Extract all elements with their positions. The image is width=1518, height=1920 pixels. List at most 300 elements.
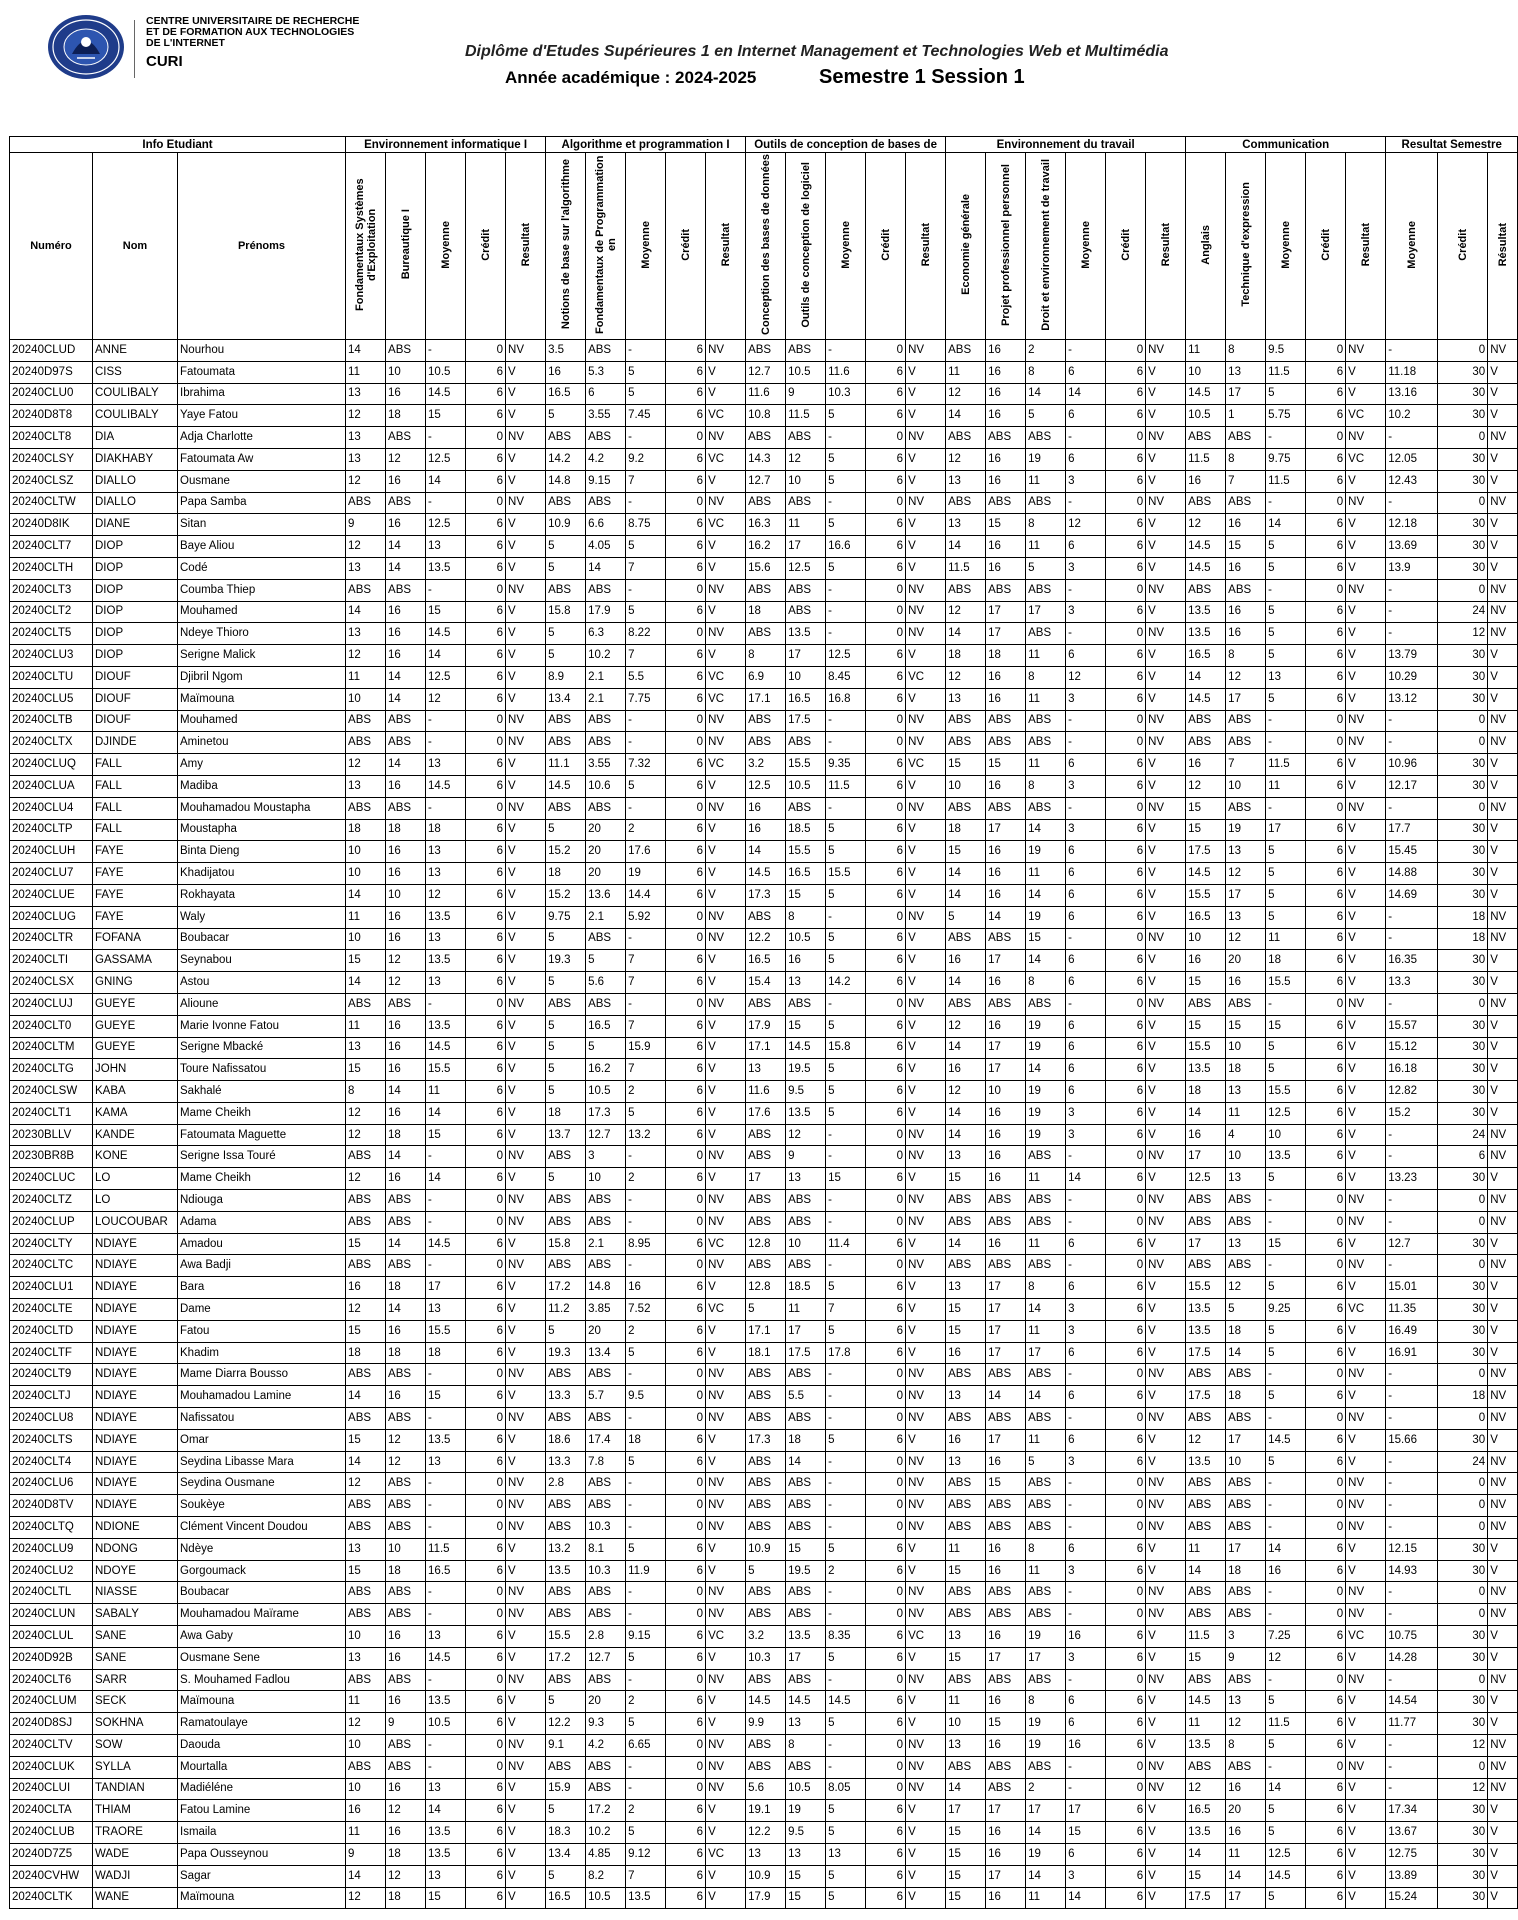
table-cell: FAYE xyxy=(93,906,178,928)
table-cell: 10 xyxy=(346,688,386,710)
table-cell: NV xyxy=(1146,1473,1186,1495)
table-cell: 19 xyxy=(1026,448,1066,470)
table-cell: 5 xyxy=(826,841,866,863)
table-cell: 15.12 xyxy=(1386,1037,1438,1059)
table-cell: 0 xyxy=(666,928,706,950)
table-cell: V xyxy=(506,383,546,405)
table-cell: 14 xyxy=(946,1778,986,1800)
table-cell: - xyxy=(626,1473,666,1495)
table-cell: 6 xyxy=(1106,1429,1146,1451)
table-cell: 6 xyxy=(1066,1081,1106,1103)
table-cell: 11 xyxy=(1026,688,1066,710)
table-cell: 14.3 xyxy=(746,448,786,470)
table-cell: 12.5 xyxy=(826,645,866,667)
table-cell: 30 xyxy=(1438,1691,1488,1713)
table-cell: V xyxy=(506,1843,546,1865)
table-cell: V xyxy=(506,623,546,645)
table-cell: NV xyxy=(506,710,546,732)
table-cell: NDOYE xyxy=(93,1560,178,1582)
table-cell: 20240CLSX xyxy=(10,972,93,994)
table-cell: 13.2 xyxy=(546,1538,586,1560)
table-cell: 6 xyxy=(666,1800,706,1822)
table-cell: VC xyxy=(1346,405,1386,427)
table-cell: 15.2 xyxy=(546,884,586,906)
table-cell: 13 xyxy=(346,448,386,470)
table-cell: ABS xyxy=(946,1408,986,1430)
table-cell: ABS xyxy=(346,1211,386,1233)
header-divider xyxy=(134,20,135,78)
table-cell: 0 xyxy=(1106,993,1146,1015)
table-cell: - xyxy=(1386,710,1438,732)
table-cell: 0 xyxy=(1306,732,1346,754)
table-cell: 6 xyxy=(1306,1059,1346,1081)
table-cell: 0 xyxy=(1306,710,1346,732)
table-cell: ABS xyxy=(746,732,786,754)
table-cell: 14.5 xyxy=(746,1691,786,1713)
student-row xyxy=(10,1255,1518,1277)
table-cell: 6 xyxy=(1106,1124,1146,1146)
table-cell: V xyxy=(1346,841,1386,863)
table-cell: - xyxy=(826,1146,866,1168)
table-cell: NV xyxy=(1146,1582,1186,1604)
table-cell: V xyxy=(1346,666,1386,688)
table-cell: ABS xyxy=(746,1211,786,1233)
table-cell: 15 xyxy=(1186,819,1226,841)
table-cell: 15 xyxy=(946,1299,986,1321)
table-cell: 20240CLU0 xyxy=(10,383,93,405)
table-cell: 12.5 xyxy=(426,514,466,536)
table-cell: 14 xyxy=(946,1102,986,1124)
table-cell: ABS xyxy=(746,1146,786,1168)
table-cell: V xyxy=(1346,623,1386,645)
table-cell: 10.6 xyxy=(586,775,626,797)
table-cell: ABS xyxy=(946,1473,986,1495)
table-cell: LO xyxy=(93,1168,178,1190)
table-cell: 17 xyxy=(1226,1538,1266,1560)
table-cell: 5 xyxy=(1266,688,1306,710)
table-cell: 11 xyxy=(946,1691,986,1713)
student-row xyxy=(10,1146,1518,1168)
table-cell: 16 xyxy=(986,1735,1026,1757)
table-cell: 14 xyxy=(946,972,986,994)
table-cell: ABS xyxy=(786,601,826,623)
organization-name xyxy=(146,16,359,72)
table-cell: NV xyxy=(706,1408,746,1430)
table-cell: ABS xyxy=(1026,1211,1066,1233)
table-cell: ABS xyxy=(386,1735,426,1757)
table-cell: 7 xyxy=(626,972,666,994)
table-cell: 12.75 xyxy=(1386,1843,1438,1865)
table-cell: 6 xyxy=(866,1299,906,1321)
table-cell: 2.1 xyxy=(586,1233,626,1255)
table-cell: ABS xyxy=(386,340,426,362)
table-cell: 13.5 xyxy=(786,623,826,645)
table-cell: 6 xyxy=(1306,1735,1346,1757)
table-cell: - xyxy=(1066,1582,1106,1604)
table-cell: 0 xyxy=(466,1473,506,1495)
table-cell: 13 xyxy=(786,1168,826,1190)
table-cell: ABS xyxy=(946,1364,986,1386)
table-cell: NV xyxy=(706,1146,746,1168)
table-cell: 0 xyxy=(1438,1211,1488,1233)
table-cell: NV xyxy=(706,1669,746,1691)
table-cell: 6 xyxy=(1306,841,1346,863)
table-cell: 14 xyxy=(946,1037,986,1059)
table-cell: 11 xyxy=(346,906,386,928)
table-cell: 6 xyxy=(1106,1800,1146,1822)
student-row xyxy=(10,492,1518,514)
table-cell: 12 xyxy=(346,1299,386,1321)
table-cell: ABS xyxy=(346,1255,386,1277)
table-cell: 5 xyxy=(826,928,866,950)
table-cell: 0 xyxy=(666,1190,706,1212)
table-cell: 10.5 xyxy=(786,361,826,383)
table-cell: ABS xyxy=(346,492,386,514)
table-cell: 20240CLUM xyxy=(10,1691,93,1713)
table-cell: ABS xyxy=(1186,579,1226,601)
table-cell: V xyxy=(506,950,546,972)
table-cell: 15.5 xyxy=(1266,972,1306,994)
table-cell: Adama xyxy=(178,1211,346,1233)
table-cell: 6 xyxy=(1306,1865,1346,1887)
table-cell: 0 xyxy=(1306,1756,1346,1778)
table-cell: 5 xyxy=(1266,1277,1306,1299)
table-cell: 11 xyxy=(1226,1843,1266,1865)
column-header-label: Moyenne xyxy=(1079,220,1092,269)
table-cell: V xyxy=(1146,1429,1186,1451)
table-cell: 20230BLLV xyxy=(10,1124,93,1146)
column-header-label: Fondamentaux Systèmes d'Exploitation xyxy=(353,178,378,311)
table-cell: 17 xyxy=(1226,383,1266,405)
table-cell: DIALLO xyxy=(93,470,178,492)
table-cell: Ndeye Thioro xyxy=(178,623,346,645)
table-cell: V xyxy=(906,1037,946,1059)
table-cell: 5 xyxy=(626,1713,666,1735)
table-cell: VC xyxy=(906,1626,946,1648)
table-cell: - xyxy=(626,1604,666,1626)
table-cell: 8 xyxy=(786,1735,826,1757)
table-cell: 13.5 xyxy=(1266,1146,1306,1168)
student-row xyxy=(10,623,1518,645)
table-cell: 15.5 xyxy=(1266,1081,1306,1103)
table-cell: 13.79 xyxy=(1386,645,1438,667)
table-cell: 0 xyxy=(1438,993,1488,1015)
table-cell: ABS xyxy=(986,427,1026,449)
table-cell: ABS xyxy=(586,928,626,950)
table-cell: V xyxy=(1146,819,1186,841)
table-cell: ABS xyxy=(346,1604,386,1626)
table-cell: NV xyxy=(1146,1778,1186,1800)
table-cell: 5 xyxy=(1266,884,1306,906)
table-cell: 14 xyxy=(386,666,426,688)
table-cell: - xyxy=(826,1255,866,1277)
table-cell: KAMA xyxy=(93,1102,178,1124)
table-cell: 30 xyxy=(1438,688,1488,710)
table-cell: 12.7 xyxy=(746,361,786,383)
table-cell: 11.5 xyxy=(1186,448,1226,470)
table-cell: 6 xyxy=(466,557,506,579)
table-cell: 2.8 xyxy=(546,1473,586,1495)
table-cell: ABS xyxy=(1226,1604,1266,1626)
table-cell: 6 xyxy=(1066,1843,1106,1865)
table-cell: 20240CLU3 xyxy=(10,645,93,667)
table-cell: 14.5 xyxy=(546,775,586,797)
table-cell: - xyxy=(626,1582,666,1604)
table-cell: 14 xyxy=(386,1299,426,1321)
table-cell: NV xyxy=(906,732,946,754)
table-cell: V xyxy=(706,1320,746,1342)
table-cell: 10.2 xyxy=(586,645,626,667)
table-cell: 0 xyxy=(466,340,506,362)
table-cell: 9 xyxy=(786,1146,826,1168)
student-row xyxy=(10,1168,1518,1190)
table-cell: SABALY xyxy=(93,1604,178,1626)
table-cell: KANDE xyxy=(93,1124,178,1146)
column-header xyxy=(1488,153,1518,340)
table-cell: 6 xyxy=(1106,536,1146,558)
table-cell: ABS xyxy=(786,1582,826,1604)
table-cell: NV xyxy=(1146,1669,1186,1691)
table-cell: 16 xyxy=(346,1800,386,1822)
group-environnement-informatique: Environnement informatique I xyxy=(346,137,546,153)
table-cell: 4.05 xyxy=(586,536,626,558)
table-cell: 14 xyxy=(1186,1843,1226,1865)
table-cell: V xyxy=(1346,1146,1386,1168)
table-cell: NV xyxy=(706,579,746,601)
table-cell: 3 xyxy=(1066,819,1106,841)
table-cell: 30 xyxy=(1438,1713,1488,1735)
table-cell: V xyxy=(506,819,546,841)
table-cell: 13.5 xyxy=(426,557,466,579)
table-cell: 20240CLUJ xyxy=(10,993,93,1015)
table-cell: - xyxy=(626,1255,666,1277)
table-cell: 14 xyxy=(1066,383,1106,405)
table-cell: 13 xyxy=(946,688,986,710)
table-cell: V xyxy=(1146,1560,1186,1582)
table-cell: NV xyxy=(506,1756,546,1778)
table-cell: 15 xyxy=(1186,972,1226,994)
table-cell: 6 xyxy=(866,1843,906,1865)
table-cell: 19.3 xyxy=(546,950,586,972)
table-cell: 11 xyxy=(1026,1429,1066,1451)
table-cell: - xyxy=(1386,797,1438,819)
table-cell: 20240CLUE xyxy=(10,884,93,906)
table-cell: NV xyxy=(1346,710,1386,732)
table-cell: 6 xyxy=(1106,1560,1146,1582)
table-cell: NV xyxy=(1146,340,1186,362)
table-cell: 11.6 xyxy=(826,361,866,383)
table-cell: 17.2 xyxy=(586,1800,626,1822)
table-cell: 0 xyxy=(1438,1473,1488,1495)
table-cell: 14 xyxy=(426,1168,466,1190)
table-cell: 20240CLUH xyxy=(10,841,93,863)
table-cell: 5 xyxy=(826,1059,866,1081)
table-cell: 20 xyxy=(1226,950,1266,972)
table-cell: ABS xyxy=(386,1669,426,1691)
table-cell: V xyxy=(706,1168,746,1190)
table-cell: 14 xyxy=(386,1146,426,1168)
table-cell: 5 xyxy=(546,972,586,994)
table-cell: 6 xyxy=(1066,1386,1106,1408)
table-cell: 0 xyxy=(666,732,706,754)
table-cell: Aminetou xyxy=(178,732,346,754)
table-cell: 13.4 xyxy=(586,1342,626,1364)
table-cell: NV xyxy=(1146,732,1186,754)
student-row xyxy=(10,645,1518,667)
table-cell: - xyxy=(1386,340,1438,362)
table-cell: V xyxy=(706,841,746,863)
table-cell: VC xyxy=(1346,1626,1386,1648)
table-cell: 9.25 xyxy=(1266,1299,1306,1321)
table-cell: 0 xyxy=(1438,427,1488,449)
table-cell: V xyxy=(706,557,746,579)
table-cell: 18 xyxy=(946,819,986,841)
table-cell: 16 xyxy=(1226,1778,1266,1800)
table-cell: 6 xyxy=(466,863,506,885)
table-cell: V xyxy=(506,1233,546,1255)
table-cell: 7.8 xyxy=(586,1451,626,1473)
table-cell: 0 xyxy=(1438,1756,1488,1778)
table-cell: ABS xyxy=(386,492,426,514)
table-cell: - xyxy=(826,1190,866,1212)
table-cell: - xyxy=(1386,1473,1438,1495)
table-cell: 0 xyxy=(866,906,906,928)
table-cell: 11.5 xyxy=(786,405,826,427)
table-cell: ABS xyxy=(746,1756,786,1778)
table-cell: VC xyxy=(706,448,746,470)
table-cell: VC xyxy=(706,1233,746,1255)
table-cell: V xyxy=(906,383,946,405)
table-cell: - xyxy=(626,1669,666,1691)
table-cell: 30 xyxy=(1438,1887,1488,1909)
table-cell: 6 xyxy=(866,1320,906,1342)
table-cell: ABS xyxy=(1186,1582,1226,1604)
table-cell: NV xyxy=(906,1386,946,1408)
table-cell: 19.5 xyxy=(786,1059,826,1081)
table-cell: V xyxy=(1146,1887,1186,1909)
table-cell: 16 xyxy=(986,1168,1026,1190)
table-cell: 3 xyxy=(1066,1560,1106,1582)
table-cell: 13 xyxy=(346,623,386,645)
table-cell: ABS xyxy=(986,1495,1026,1517)
table-cell: 10.3 xyxy=(586,1517,626,1539)
table-cell: NV xyxy=(506,1408,546,1430)
table-cell: 16 xyxy=(1226,1822,1266,1844)
table-cell: 11.1 xyxy=(546,754,586,776)
table-cell: 6 xyxy=(1306,1800,1346,1822)
table-cell: - xyxy=(826,1451,866,1473)
table-cell: 7.52 xyxy=(626,1299,666,1321)
table-cell: ABS xyxy=(1226,1669,1266,1691)
table-cell: NV xyxy=(1346,1473,1386,1495)
table-cell: 14 xyxy=(946,623,986,645)
table-cell: 17.2 xyxy=(546,1647,586,1669)
table-cell: 13 xyxy=(946,1277,986,1299)
table-cell: 5 xyxy=(826,1538,866,1560)
table-cell: 3 xyxy=(1066,601,1106,623)
table-cell: 5 xyxy=(546,1081,586,1103)
table-cell: - xyxy=(426,1756,466,1778)
table-cell: ABS xyxy=(1186,732,1226,754)
table-cell: 18.3 xyxy=(546,1822,586,1844)
column-header-label: Projet professionnel personnel xyxy=(999,163,1012,326)
student-row xyxy=(10,1865,1518,1887)
table-cell: 0 xyxy=(866,732,906,754)
column-header-label: Resultat xyxy=(519,222,532,267)
table-cell: ABS xyxy=(946,797,986,819)
table-cell: 5 xyxy=(826,1713,866,1735)
table-cell: NV xyxy=(506,1255,546,1277)
table-cell: 16 xyxy=(986,383,1026,405)
table-cell: NV xyxy=(706,1517,746,1539)
table-cell: 5 xyxy=(1266,1037,1306,1059)
table-cell: 11 xyxy=(346,361,386,383)
table-cell: V xyxy=(506,666,546,688)
table-cell: V xyxy=(906,950,946,972)
table-cell: 0 xyxy=(666,1756,706,1778)
table-cell: 6 xyxy=(866,928,906,950)
table-cell: NV xyxy=(1488,1124,1518,1146)
table-cell: 17.9 xyxy=(746,1887,786,1909)
table-cell: ABS xyxy=(546,1190,586,1212)
table-cell: 13 xyxy=(946,1626,986,1648)
table-cell: V xyxy=(906,1233,946,1255)
table-cell: 20240CLTP xyxy=(10,819,93,841)
table-cell: 6 xyxy=(666,340,706,362)
table-cell: 20240CLU1 xyxy=(10,1277,93,1299)
table-cell: 8 xyxy=(1026,514,1066,536)
table-cell: 30 xyxy=(1438,1015,1488,1037)
table-cell: ABS xyxy=(746,1451,786,1473)
table-cell: V xyxy=(906,1713,946,1735)
table-cell: 17 xyxy=(986,1342,1026,1364)
table-cell: 6 xyxy=(1106,1102,1146,1124)
table-cell: NDIAYE xyxy=(93,1342,178,1364)
table-cell: 6 xyxy=(1306,1451,1346,1473)
table-cell: NV xyxy=(706,928,746,950)
table-cell: GNING xyxy=(93,972,178,994)
table-cell: Serigne Issa Touré xyxy=(178,1146,346,1168)
table-cell: 0 xyxy=(1306,1669,1346,1691)
table-cell: 11 xyxy=(1026,1887,1066,1909)
table-cell: Codé xyxy=(178,557,346,579)
table-cell: 6 xyxy=(466,775,506,797)
table-cell: 10 xyxy=(346,841,386,863)
table-cell: ABS xyxy=(346,1756,386,1778)
table-cell: ABS xyxy=(346,1495,386,1517)
table-cell: 3 xyxy=(586,1146,626,1168)
table-cell: V xyxy=(1146,361,1186,383)
table-cell: 5 xyxy=(826,1320,866,1342)
table-cell: 5 xyxy=(546,623,586,645)
table-cell: NDONG xyxy=(93,1538,178,1560)
table-cell: 30 xyxy=(1438,557,1488,579)
table-cell: ABS xyxy=(746,1473,786,1495)
table-cell: ABS xyxy=(1226,1211,1266,1233)
table-cell: ABS xyxy=(1186,1756,1226,1778)
column-header xyxy=(386,153,426,340)
table-cell: NV xyxy=(906,1735,946,1757)
table-cell: 0 xyxy=(866,579,906,601)
table-cell: V xyxy=(1488,819,1518,841)
table-cell: 15 xyxy=(426,1386,466,1408)
table-cell: 16 xyxy=(386,1320,426,1342)
table-cell: 10 xyxy=(346,1626,386,1648)
table-cell: 16.8 xyxy=(826,688,866,710)
table-cell: 17 xyxy=(986,1037,1026,1059)
table-cell: - xyxy=(1386,993,1438,1015)
table-cell: NV xyxy=(1488,623,1518,645)
